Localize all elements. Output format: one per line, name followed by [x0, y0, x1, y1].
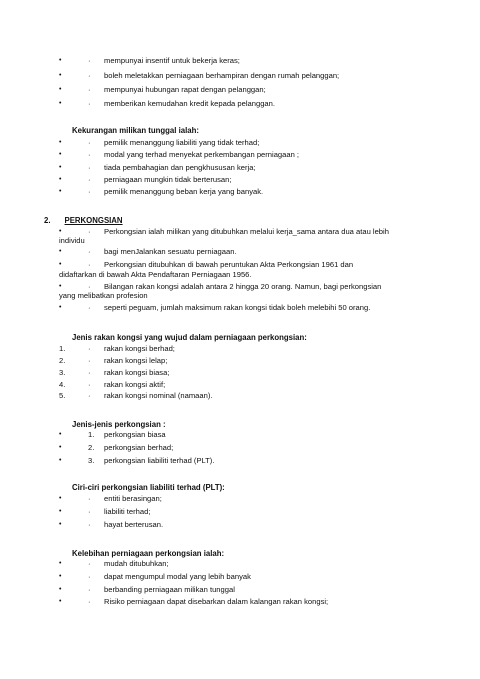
list-item-text: rakan kongsi lelap;: [104, 356, 168, 365]
dot: ·: [88, 138, 91, 147]
list-item-text: dapat mengumpul modal yang lebih banyak: [104, 572, 251, 581]
bullet: •: [59, 521, 62, 528]
item-number: 2.: [88, 443, 95, 452]
dot: ·: [88, 175, 91, 184]
list-item-text: entiti berasingan;: [104, 494, 162, 503]
dot: ·: [88, 520, 91, 529]
dot: ·: [88, 368, 91, 377]
list-item-text: rakan kongsi berhad;: [104, 344, 175, 353]
section-title: PERKONGSIAN: [64, 216, 123, 225]
list-item-text: mempunyai hubungan rapat dengan pelanggan;: [104, 85, 266, 94]
item-number: 3.: [88, 456, 95, 465]
dot: ·: [88, 71, 91, 80]
bullet: •: [59, 508, 62, 515]
list-item-continuation: individu: [59, 236, 85, 245]
list-item-text: perkongsian berhad;: [104, 443, 174, 452]
bullet: •: [59, 598, 62, 605]
dot: ·: [88, 56, 91, 65]
bullet: •: [59, 228, 62, 235]
dot: ·: [88, 356, 91, 365]
bullet: •: [59, 495, 62, 502]
bullet: •: [59, 57, 62, 64]
list-item-continuation: yang melibatkan profesion: [59, 291, 148, 300]
dot: ·: [88, 260, 91, 269]
bullet: •: [59, 100, 62, 107]
item-number: 1.: [88, 430, 95, 439]
heading-jenis-rakan: Jenis rakan kongsi yang wujud dalam perniagaan perkongsian:: [72, 333, 307, 342]
bullet: •: [59, 573, 62, 580]
list-item-text: rakan kongsi aktif;: [104, 380, 166, 389]
list-item-text: mempunyai insentif untuk bekerja keras;: [104, 56, 240, 65]
bullet: •: [59, 431, 62, 438]
dot: ·: [88, 559, 91, 568]
list-item-text: pemilik menanggung liabiliti yang tidak terhad;: [104, 138, 260, 147]
list-item-text: perniagaan mungkin tidak berterusan;: [104, 175, 232, 184]
list-item-text: hayat berterusan.: [104, 520, 164, 529]
bullet: •: [59, 283, 62, 290]
list-item-text: Bilangan rakan kongsi adalah antara 2 hingga 20 orang. Namun, bagi perkongsian: [104, 282, 382, 291]
dot: ·: [88, 227, 91, 236]
dot: ·: [88, 163, 91, 172]
list-item-text: perkongsian liabiliti terhad (PLT).: [104, 456, 215, 465]
section-heading: [44, 216, 123, 225]
bullet: •: [59, 151, 62, 158]
list-item-text: bagi menJalankan sesuatu perniagaan.: [104, 247, 237, 256]
bullet: •: [59, 261, 62, 268]
item-number: 2.: [59, 356, 66, 365]
bullet: •: [59, 139, 62, 146]
dot: ·: [88, 99, 91, 108]
item-number: 3.: [59, 368, 66, 377]
bullet: •: [59, 188, 62, 195]
list-item-text: memberikan kemudahan kredit kepada pelanggan.: [104, 99, 275, 108]
dot: ·: [88, 85, 91, 94]
dot: ·: [88, 150, 91, 159]
bullet: •: [59, 586, 62, 593]
dot: ·: [88, 597, 91, 606]
list-item-text: mudah ditubuhkan;: [104, 559, 169, 568]
list-item-continuation: didaftarkan di bawah Akta Pendaftaran Perniagaan 1956.: [59, 270, 252, 279]
dot: ·: [88, 507, 91, 516]
list-item-text: Risiko perniagaan dapat disebarkan dalam kalangan rakan kongsi;: [104, 597, 329, 606]
list-item-text: pemilik menanggung beban kerja yang banyak.: [104, 187, 264, 196]
item-number: 5.: [59, 391, 66, 400]
bullet: •: [59, 176, 62, 183]
bullet: •: [59, 444, 62, 451]
list-item-text: perkongsian biasa: [104, 430, 166, 439]
dot: ·: [88, 187, 91, 196]
dot: ·: [88, 494, 91, 503]
dot: ·: [88, 303, 91, 312]
dot: ·: [88, 380, 91, 389]
list-item-text: Perkongsian ditubuhkan di bawah peruntukan Akta Perkongsian 1961 dan: [104, 260, 354, 269]
dot: ·: [88, 391, 91, 400]
list-item-text: boleh meletakkan perniagaan berhampiran dengan rumah pelanggan;: [104, 71, 340, 80]
bullet: •: [59, 248, 62, 255]
list-item-text: berbanding perniagaan milikan tunggal: [104, 585, 235, 594]
section-number: 2.: [44, 216, 51, 225]
bullet: •: [59, 560, 62, 567]
dot: ·: [88, 282, 91, 291]
dot: ·: [88, 344, 91, 353]
bullet: •: [59, 304, 62, 311]
list-item-text: rakan kongsi nominal (namaan).: [104, 391, 213, 400]
dot: ·: [88, 572, 91, 581]
list-item-text: liabiliti terhad;: [104, 507, 151, 516]
list-item-text: Perkongsian ialah milikan yang ditubuhkan melalui kerja_sama antara dua atau lebih: [104, 227, 389, 236]
list-item-text: modal yang terhad menyekat perkembangan perniagaan ;: [104, 150, 300, 159]
bullet: •: [59, 457, 62, 464]
dot: ·: [88, 585, 91, 594]
bullet: •: [59, 72, 62, 79]
heading-kekurangan: Kekurangan milikan tunggal ialah:: [72, 126, 199, 135]
heading-jenis-perkongsian: Jenis-jenis perkongsian :: [72, 420, 166, 429]
list-item-text: rakan kongsi biasa;: [104, 368, 170, 377]
item-number: 1.: [59, 344, 66, 353]
dot: ·: [88, 247, 91, 256]
heading-kelebihan: Kelebihan perniagaan perkongsian ialah:: [72, 549, 225, 558]
list-item-text: tiada pembahagian dan pengkhususan kerja;: [104, 163, 256, 172]
item-number: 4.: [59, 380, 66, 389]
list-item-text: seperti peguam, jumlah maksimum rakan kongsi tidak boleh melebihi 50 orang.: [104, 303, 371, 312]
bullet: •: [59, 164, 62, 171]
heading-ciri-plt: Ciri-ciri perkongsian liabiliti terhad (PLT):: [72, 483, 225, 492]
bullet: •: [59, 86, 62, 93]
